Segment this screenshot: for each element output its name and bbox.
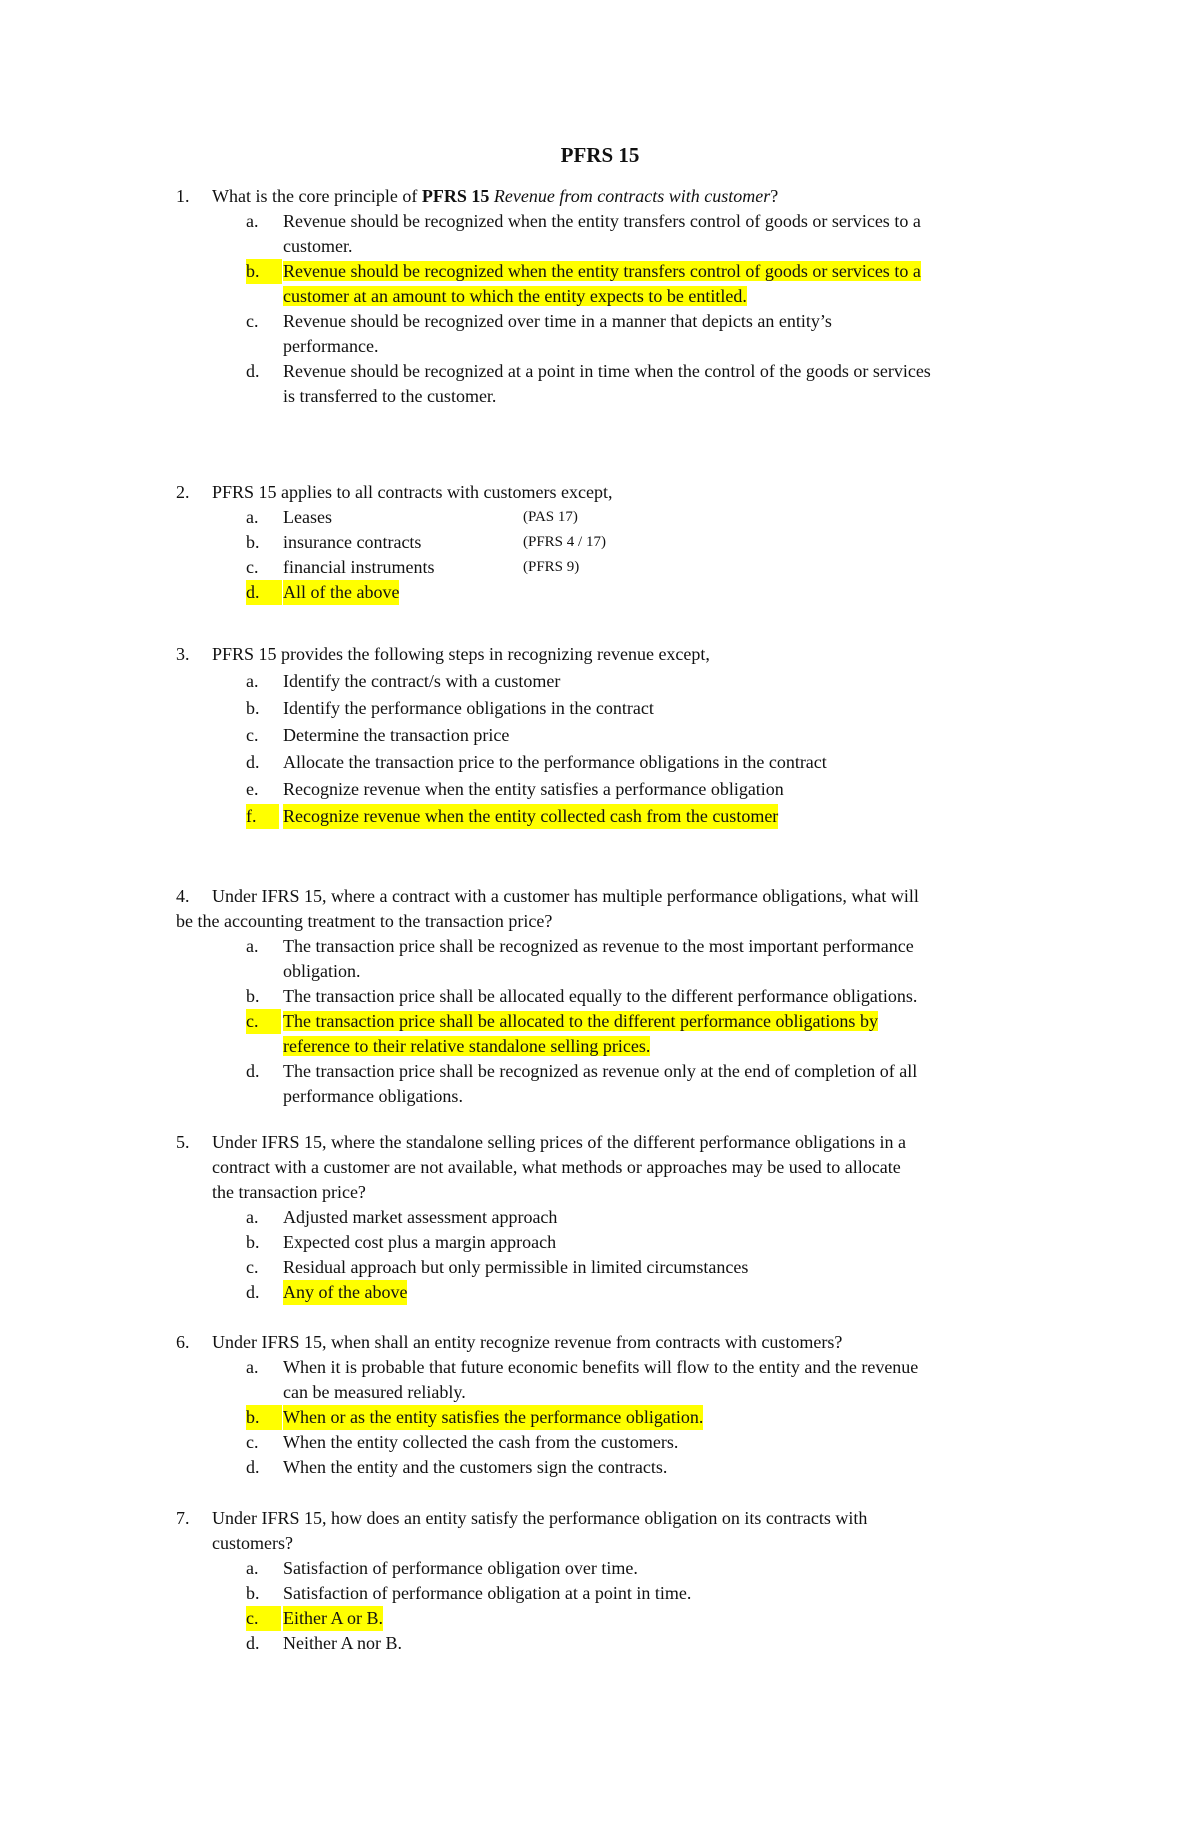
option-d: d. Revenue should be recognized at a point in time when the control of the goods or services is transferred to the customer.: [246, 361, 931, 406]
option-c: c. Residual approach but only permissible in limited circumstances: [246, 1257, 749, 1277]
option-d: d. Allocate the transaction price to the performance obligations in the contract: [246, 752, 827, 772]
option-a: a. Revenue should be recognized when the entity transfers control of goods or services to a customer.: [246, 211, 921, 256]
question-text: PFRS 15 applies to all contracts with customers except,: [212, 482, 613, 502]
option-d: d. Neither A nor B.: [246, 1633, 402, 1653]
question-number: 4.: [176, 886, 190, 906]
option-e: e. Recognize revenue when the entity satisfies a performance obligation: [246, 779, 784, 799]
option-c: c. Revenue should be recognized over time in a manner that depicts an entity’s performance.: [246, 311, 832, 356]
question-text: Under IFRS 15, when shall an entity recognize revenue from contracts with customers?: [212, 1332, 843, 1352]
option-a: a. Identify the contract/s with a customer: [246, 671, 561, 691]
option-b: b. Satisfaction of performance obligation at a point in time.: [246, 1583, 692, 1603]
standard-reference: (PAS 17): [523, 509, 578, 525]
question-number: 3.: [176, 644, 190, 664]
option-a: a. Leases (PAS 17): [0, 505, 1200, 530]
option-a: a. Adjusted market assessment approach: [246, 1207, 558, 1227]
standard-reference: (PFRS 4 / 17): [523, 534, 606, 550]
question-text: PFRS 15 provides the following steps in recognizing revenue except,: [212, 644, 710, 664]
question-text: Under IFRS 15, where a contract with a customer has multiple performance obligations, what will: [212, 886, 919, 906]
question-number: 6.: [176, 1332, 190, 1352]
option-f-correct: f. Recognize revenue when the entity collected cash from the customer: [0, 804, 1200, 831]
question-4: 4. Under IFRS 15, where a contract with a customer has multiple performance obligations, what will be the accounting treatment to the transaction price? a. The transaction price shall be recognized as revenue to the most important performance obligation. b. The transaction price shall be allocated equally to the different performance obligations. c. The transaction price shall be allocated to the different performance obligations by reference to their relative standalone selling prices. d. The transaction price shall be recognized as revenue only at the end of completion of all performance obligations.: [0, 884, 1200, 1109]
option-c: c. Determine the transaction price: [246, 725, 510, 745]
option-d: d. The transaction price shall be recognized as revenue only at the end of completion of all performance obligations.: [246, 1061, 918, 1106]
question-3: [0, 642, 1200, 831]
standard-reference: (PFRS 9): [523, 559, 580, 575]
option-d-correct: d. Any of the above: [0, 1280, 1200, 1305]
option-b: b. insurance contracts (PFRS 4 / 17): [0, 530, 1200, 555]
question-text: Under IFRS 15, how does an entity satisfy the performance obligation on its contracts with: [212, 1508, 868, 1528]
option-c-correct: c. Either A or B.: [0, 1606, 1200, 1631]
option-d: d. When the entity and the customers sign the contracts.: [246, 1457, 668, 1477]
option-c: c. financial instruments (PFRS 9): [0, 555, 1200, 580]
option-c-correct: c. The transaction price shall be allocated to the different performance obligations by reference to their relative standalone selling prices.: [246, 1011, 878, 1056]
option-b-correct: b. Revenue should be recognized when the entity transfers control of goods or services to a customer at an amount to which the entity expects to be entitled.: [246, 261, 921, 306]
question-text: What is the core principle of PFRS 15 Revenue from contracts with customer?: [212, 186, 779, 206]
question-number: 2.: [176, 482, 190, 502]
option-b-correct: b. When or as the entity satisfies the performance obligation.: [0, 1405, 1200, 1430]
option-b: b. Identify the performance obligations in the contract: [246, 698, 654, 718]
question-5: 5. Under IFRS 15, where the standalone selling prices of the different performance obligations in a contract with a customer are not available, what methods or approaches may be used to allocate the transaction price? a. Adjusted market assessment approach b. Expected cost plus a margin approach c. Residual approach but only permissible in limited circumstances d. Any of the above: [0, 1130, 1200, 1305]
question-1: [0, 184, 1200, 409]
option-b: b. Expected cost plus a margin approach: [246, 1232, 557, 1252]
question-7: 7. Under IFRS 15, how does an entity satisfy the performance obligation on its contracts with customers? a. Satisfaction of performance obligation over time. b. Satisfaction of performance obligation at a point in time. c. Either A or B. d. Neither A nor B.: [0, 1506, 1200, 1656]
option-a: a. The transaction price shall be recognized as revenue to the most important performance obligation.: [246, 936, 914, 981]
question-number: 5.: [176, 1132, 190, 1152]
option-d-correct: d. All of the above: [0, 580, 1200, 605]
question-number: 7.: [176, 1508, 190, 1528]
question-number: 1.: [176, 186, 190, 206]
question-text: Under IFRS 15, where the standalone selling prices of the different performance obligations in a: [212, 1132, 906, 1152]
option-b: b. The transaction price shall be allocated equally to the different performance obligations.: [246, 986, 918, 1006]
option-c: c. When the entity collected the cash from the customers.: [246, 1432, 679, 1452]
option-a: a. Satisfaction of performance obligation over time.: [246, 1558, 638, 1578]
question-6: [0, 1330, 1200, 1480]
page-title: PFRS 15: [560, 143, 640, 167]
question-2: [0, 480, 1200, 605]
option-a: a. When it is probable that future economic benefits will flow to the entity and the revenue can be measured reliably.: [246, 1357, 919, 1402]
